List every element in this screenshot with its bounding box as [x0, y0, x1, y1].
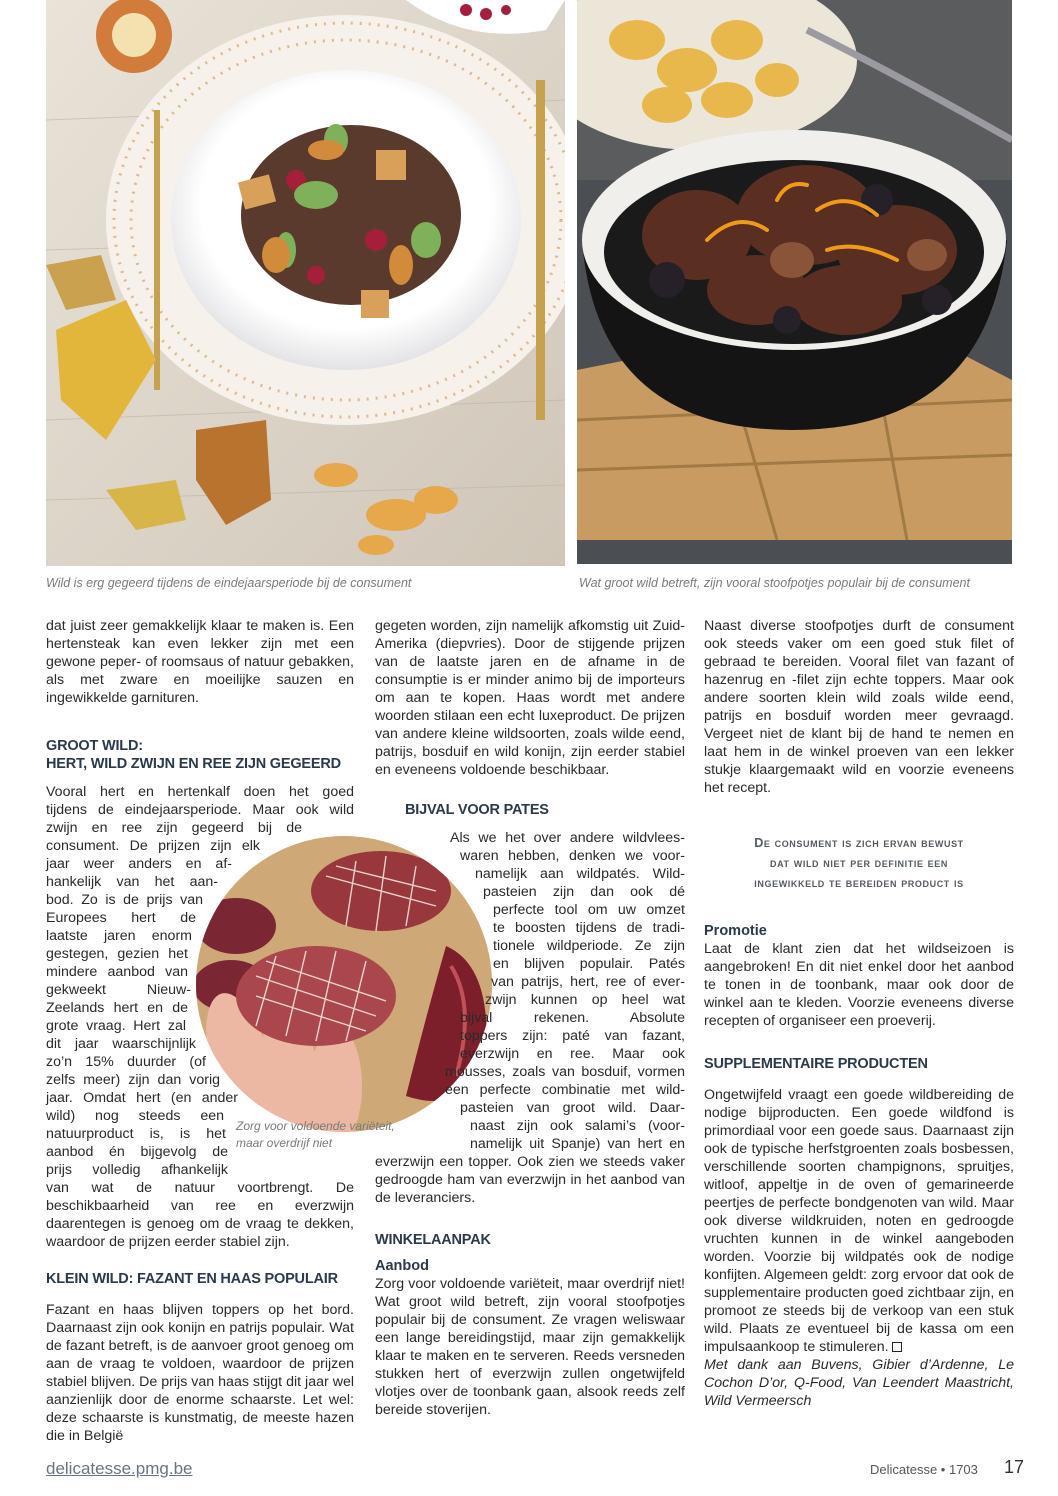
- pull-quote-line2: dat wild niet per definitie een: [770, 856, 948, 870]
- text-line: en blijven populair. Patés: [493, 956, 685, 972]
- paragraph-bijval-end: everzwijn een topper. Ook zien we steeds vaker gedroogde ham van everzwijn in het aanbod van de leveranciers.: [375, 1154, 685, 1206]
- heading-groot-wild-1: GROOT WILD:: [46, 738, 143, 754]
- paragraph-supplementaire-text: Ongetwijfeld vraagt een goede wildbereiding de nodige bijproducten. Een goede wildfond is primordiaal voor een goede saus. Daarnaast zijn ook de typische herfstgroenten zoals bosbessen, verschillende soorten champignons, spruitjes, witloof, appeltje in de oven of gemarineerde peertjes de perfecte bondgenoten van wild. Maar ook diverse wildkruiden, noten en gedroogde vruchten kunnen in de winkel aangeboden worden. Voorzie bij wildpatés ook de nodige konfijten. Algemeen geldt: zorg ervoor dat ook de supplementaire producten goed zichtbaar zijn, en promoot ze steeds bij de verkoop van een stuk wild. Plaats ze eventueel bij de kassa om een impulsaankoop te stimuleren.: [704, 1087, 1014, 1355]
- paragraph-thanks: Met dank aan Buvens, Gibier d’Ardenne, Le Cochon D’or, Q-Food, Van Leendert Maastricht, Wild Vermeersch: [704, 1357, 1014, 1409]
- text-line: Europees hert de: [46, 910, 196, 926]
- footer-issue: Delicatesse • 1703: [870, 1462, 978, 1477]
- paragraph-groot-wild-end: van wat de natuur voortbrengt. De beschikbaarheid van ree en everzwijn daarentegen is genoeg om de vraag te dekken, waardoor de prijzen eerder stabiel zijn.: [46, 1180, 354, 1250]
- text-line: natuurproduct is, is het: [46, 1126, 226, 1142]
- column-3-lower: [704, 922, 1014, 1410]
- paragraph-aanbod: Zorg voor voldoende variëteit, maar overdrijf niet! Wat groot wild betreft, zijn vooral stoofpotjes populair bij de consument. Ze vragen weliswaar een lange bereidingstijd, maar zijn gemakkelijk klaar te maken en te serveren. Reeds versneden stukken hert of everzwijn zullen ongetwijfeld vlotjes over de toonbank gaan, alsook reeds zelf bereide stoverijen.: [375, 1276, 685, 1418]
- pull-quote: [704, 833, 1014, 893]
- end-mark-icon: [892, 1342, 902, 1352]
- text-line: dit jaar waarschijnlijk: [46, 1036, 196, 1052]
- paragraph-promotie: Laat de klant zien dat het wildseizoen is aangebroken! En dit niet enkel door het aanbod te tonen in de toonbank, maar ook door de winkel aan te kleden. Voorzie eveneens diverse recepten of organiseer een proeverij.: [704, 941, 1014, 1029]
- text-line: pasteien zijn dan ook dé: [483, 884, 685, 900]
- caption-inset-line1: Zorg voor voldoende variëteit,: [236, 1119, 395, 1133]
- text-line: waren hebben, denken we voor-: [460, 848, 685, 864]
- heading-supplementaire-producten: SUPPLEMENTAIRE PRODUCTEN: [704, 1056, 928, 1072]
- text-line: toppers zijn: paté van fazant,: [460, 1028, 685, 1044]
- paragraph-intro-col1: dat juist zeer gemakkelijk klaar te maken is. Een hertensteak kan even lekker zijn met een gewone peper- of roomsaus of natuur gebakken, als met zware en moeilijke sauzen en ingewikkelde garnituren.: [46, 618, 354, 706]
- heading-aanbod: Aanbod: [375, 1258, 429, 1274]
- photo-venison-plate: [46, 0, 565, 566]
- text-line: zo’n 15% duurder (of: [46, 1054, 206, 1070]
- text-line: jaar. Omdat hert (en ander: [46, 1090, 238, 1106]
- text-line: zwijn kunnen op heel wat: [485, 992, 685, 1008]
- heading-winkelaanpak: WINKELAANPAK: [375, 1232, 491, 1248]
- column-2: [375, 617, 685, 1419]
- text-line: gekweekt Nieuw-: [46, 982, 191, 998]
- caption-inset: [236, 1118, 395, 1152]
- text-line: namelijk uit Spanje) van hert en: [470, 1136, 685, 1152]
- text-line: consument. De prijzen zijn elk: [46, 838, 260, 854]
- photo-stew-bowl: [577, 0, 1012, 564]
- text-line: gestegen, gezien het: [46, 946, 188, 962]
- text-line: wild) nog steeds een: [46, 1108, 224, 1124]
- text-line: tionele wildperiode. Ze zijn: [493, 938, 685, 954]
- text-line: grote vraag. Hert zal: [46, 1018, 186, 1034]
- column-1: [46, 617, 354, 1445]
- heading-groot-wild-2: HERT, WILD ZWIJN EN REE ZIJN GEGEERD: [46, 756, 341, 772]
- paragraph-klein-wild: Fazant en haas blijven toppers op het bord. Daarnaast zijn ook konijn en patrijs populair. Wat de fazant betreft, is de aanvoer groot genoeg om aan de vraag te voldoen, waardoor de prijzen stabiel blijven. De prijs van haas stijgt dit jaar wel aanzienlijk door de enorme schaarste. Let wel: deze schaarste is kunstmatig, de meeste hazen die in België: [46, 1302, 354, 1444]
- footer-url[interactable]: delicatesse.pmg.be: [46, 1459, 193, 1478]
- text-line: mindere aanbod van: [46, 964, 188, 980]
- text-line: bod. Zo is de prijs van: [46, 892, 203, 908]
- text-line: aanbod én bijgevolg de: [46, 1144, 228, 1160]
- text-line: everzwijn en ree. Maar ook: [460, 1046, 685, 1062]
- text-line: pasteien van groot wild. Daar-: [460, 1100, 685, 1116]
- text-line: van patrijs, hert, ree of ever-: [491, 974, 685, 990]
- paragraph-intro-col3: Naast diverse stoofpotjes durft de consument ook steeds vaker om een goed stuk filet of gebraad te bereiden. Vooral filet van fazant of hazenrug en -filet zijn echte toppers. Maar ook andere soorten klein wild zoals wilde eend, patrijs en bosduif worden meer gevraagd. Vergeet niet de klant bij de hand te nemen en laat hem in de winkel proeven van een lekker stukje klaargemaakt wild en voorzie eveneens het recept.: [704, 618, 1014, 796]
- text-line: prijs volledig afhankelijk: [46, 1162, 228, 1178]
- text-line: laatste jaren enorm: [46, 928, 192, 944]
- pull-quote-line3: ingewikkeld te bereiden product is: [754, 876, 964, 890]
- pull-quote-line1: De consument is zich ervan bewust: [754, 836, 964, 850]
- column-3: [704, 617, 1014, 797]
- paragraph-supplementaire: [704, 1086, 1014, 1356]
- text-line: Zeelands hert en de: [46, 1000, 188, 1016]
- text-line: bijval rekenen. Absolute: [460, 1010, 685, 1026]
- text-line: zelfs meer) zijn dan vorig: [46, 1072, 220, 1088]
- text-line: namelijk aan wildpatés. Wild-: [475, 866, 685, 882]
- text-line: naast zijn ook salami’s (voor-: [470, 1118, 685, 1134]
- text-line: Als we het over andere wildvlees-: [450, 830, 685, 846]
- heading-promotie: Promotie: [704, 923, 767, 939]
- text-line: zwijn en ree zijn gegeerd bij de: [46, 820, 302, 836]
- text-line: jaar weer anders en af-: [46, 856, 232, 872]
- text-line: perfecte tool om uw omzet: [493, 902, 685, 918]
- text-line: een perfecte combinatie met wild-: [445, 1082, 685, 1098]
- caption-left: Wild is erg gegeerd tijdens de eindejaarsperiode bij de consument: [46, 576, 412, 590]
- paragraph-intro-col2: gegeten worden, zijn namelijk afkomstig uit Zuid-Amerika (diepvries). Door de stijgende prijzen van de laatste jaren en de afname in de consumptie is er minder animo bij de importeurs om aan te kopen. Haas wordt met andere woorden stilaan een echt luxeproduct. De prijzen van andere kleine wildsoorten, zoals wilde eend, patrijs, bosduif en wild konijn, zijn eerder stabiel en eveneens voldoende beschikbaar.: [375, 618, 685, 778]
- paragraph-bijval: [375, 829, 685, 1153]
- heading-bijval-pates: BIJVAL VOOR PATES: [405, 802, 549, 818]
- heading-klein-wild: KLEIN WILD: FAZANT EN HAAS POPULAIR: [46, 1271, 338, 1287]
- caption-right: Wat groot wild betreft, zijn vooral stoofpotjes populair bij de consument: [579, 576, 970, 590]
- text-line: mousses, zoals van bosduif, vormen: [445, 1064, 685, 1080]
- text-line: tijdens de eindejaarsperiode. Maar ook wild: [46, 802, 354, 818]
- caption-inset-line2: maar overdrijf niet: [236, 1136, 333, 1150]
- page-number: 17: [1004, 1457, 1025, 1477]
- text-line: Vooral hert en hertenkalf doen het goed: [46, 784, 354, 800]
- text-line: te boosten tijdens de tradi-: [493, 920, 685, 936]
- text-line: hankelijk van het aan-: [46, 874, 218, 890]
